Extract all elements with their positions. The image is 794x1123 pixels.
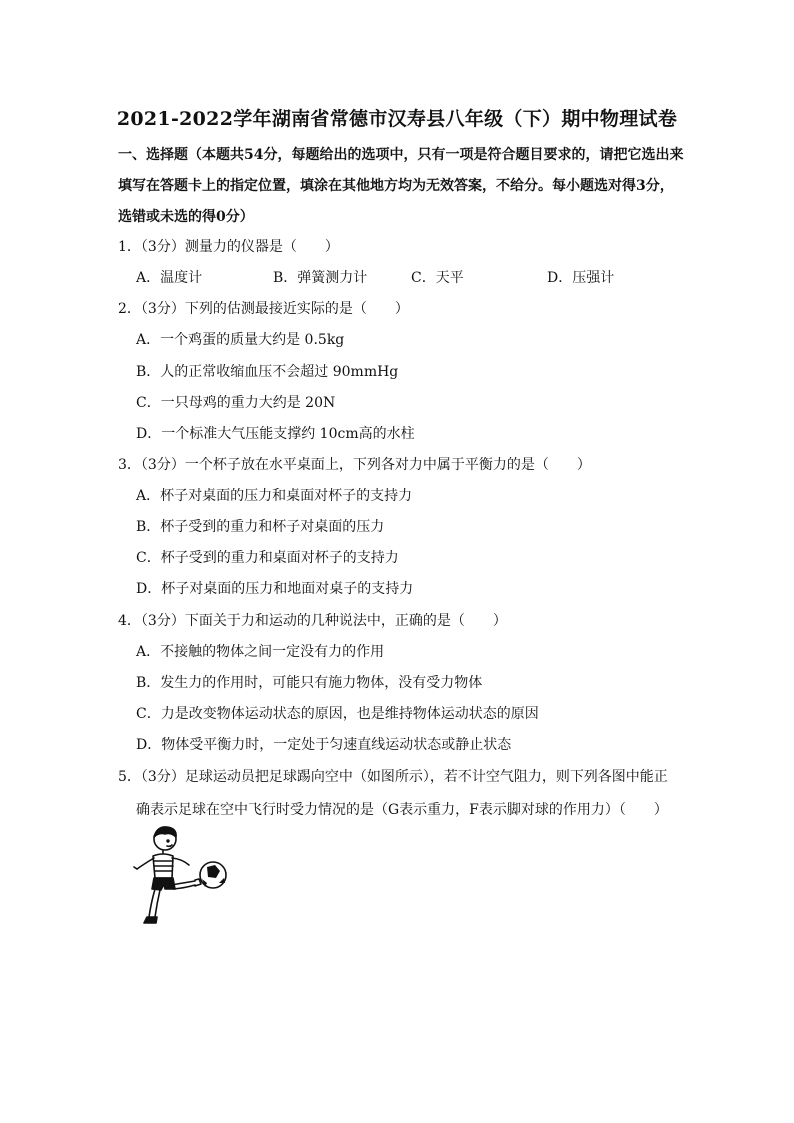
- question-2-option-d: D．一个标准大气压能支撑约 10cm高的水柱: [136, 426, 415, 442]
- question-2-option-b: B．人的正常收缩血压不会超过 90mmHg: [136, 364, 399, 380]
- section-heading: 一、选择题（本题共54分，每题给出的选项中，只有一项是符合题目要求的，请把它选出来填写在答题卡上的指定位置，填涂在其他地方均为无效答案，不给分。每小题选对得3分，选错或未选的得0分）: [118, 147, 684, 225]
- question-2-option-c: C．一只母鸡的重力大约是 20N: [136, 395, 336, 411]
- question-5-stem-continued: 确表示足球在空中飞行时受力情况的是（G表示重力，F表示脚对球的作用力）（ ）: [136, 802, 668, 818]
- football-icon: [200, 862, 226, 888]
- question-4-option-b: B．发生力的作用时，可能只有施力物体，没有受力物体: [136, 675, 483, 691]
- question-5-stem: 5．（3分）足球运动员把足球踢向空中（如图所示），若不计空气阻力，则下列各图中能正: [118, 769, 668, 785]
- question-1-stem: 1．（3分）测量力的仪器是（ ）: [118, 239, 339, 255]
- question-3-option-b: B．杯子受到的重力和杯子对桌面的压力: [136, 519, 385, 535]
- question-2-stem: 2．（3分）下列的估测最接近实际的是（ ）: [118, 301, 409, 317]
- question-3-stem: 3．（3分）一个杯子放在水平桌面上，下列各对力中属于平衡力的是（ ）: [118, 457, 591, 473]
- question-3-option-d: D．杯子对桌面的压力和地面对桌子的支持力: [136, 581, 414, 597]
- page-title: 2021-2022学年湖南省常德市汉寿县八年级（下）期中物理试卷: [116, 108, 678, 130]
- question-4-option-c: C．力是改变物体运动状态的原因，也是维持物体运动状态的原因: [136, 706, 539, 722]
- question-2-option-a: A．一个鸡蛋的质量大约是 0.5kg: [136, 332, 345, 348]
- question-1-option-a: A．温度计: [136, 270, 203, 286]
- question-3-option-c: C．杯子受到的重力和桌面对杯子的支持力: [136, 550, 399, 566]
- question-4-option-a: A．不接触的物体之间一定没有力的作用: [136, 644, 385, 660]
- question-4-option-d: D．物体受平衡力时，一定处于匀速直线运动状态或静止状态: [136, 737, 512, 753]
- question-3-option-a: A．杯子对桌面的压力和桌面对杯子的支持力: [136, 488, 413, 504]
- question-4-stem: 4．（3分）下面关于力和运动的几种说法中，正确的是（ ）: [118, 613, 507, 629]
- boy-kicking-football-figure: [127, 823, 231, 931]
- question-1-option-d: D．压强计: [547, 270, 615, 286]
- question-1-option-b: B．弹簧测力计: [273, 270, 368, 286]
- question-1-option-c: C．天平: [411, 270, 464, 286]
